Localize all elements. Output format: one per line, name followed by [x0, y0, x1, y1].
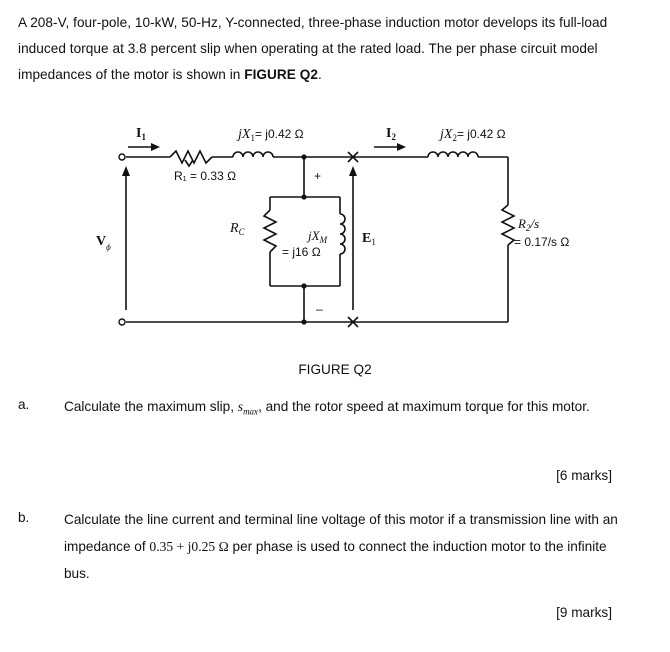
impedance-value: 0.35 + j0.25 Ω — [149, 539, 229, 554]
rc-resistor — [264, 210, 276, 252]
minus-sign: – — [316, 302, 323, 316]
x1-inductor — [233, 152, 273, 157]
s-max-symbol: $s_{max}$ — [237, 399, 259, 417]
r2-label: R2/s — [518, 216, 540, 233]
junction-bottom — [301, 319, 306, 324]
question-a-label: a. — [18, 397, 30, 412]
r2-value: = 0.17/s Ω — [514, 235, 570, 249]
x2-inductor — [428, 152, 478, 157]
rc-label: RC — [230, 221, 245, 237]
figure-reference: FIGURE Q2 — [244, 67, 318, 82]
xm-value: = j16 Ω — [282, 245, 321, 259]
terminal-bottom — [119, 319, 125, 325]
question-b-label: b. — [18, 510, 30, 525]
question-b-text: Calculate the line current and terminal line voltage of this motor if a transmission line with an impedance of 0.35 + j0.25 Ω per phase is used to connect the induction motor to the infinite bus. — [64, 512, 618, 581]
xm-inductor — [340, 214, 345, 254]
r2-resistor — [502, 205, 514, 245]
figure-caption: FIGURE Q2 — [298, 362, 372, 377]
question-a-text: Calculate the maximum slip, $s_{max}$, and the rotor speed at maximum torque for this motor. — [64, 399, 590, 417]
terminal-top — [119, 154, 125, 160]
junction-top — [301, 154, 306, 159]
i2-label: $I_2$ — [386, 126, 396, 142]
question-a-marks: [6 marks] — [556, 468, 612, 483]
intro-end: . — [317, 67, 322, 82]
vphi-label: $V_\phi$ — [96, 234, 111, 252]
question-b-marks: [9 marks] — [556, 605, 612, 620]
x1-label: jX1= j0.42 Ω — [238, 127, 304, 143]
xm-label: jXM — [308, 228, 328, 245]
e1-label: E1 — [362, 231, 376, 247]
plus-sign: + — [314, 169, 322, 183]
x2-label: jX2= j0.42 Ω — [440, 127, 506, 143]
r1-label: R₁ = 0.33 Ω — [174, 169, 237, 183]
intro-text: A 208-V, four-pole, 10-kW, 50-Hz, Y-connected, three-phase induction motor develops its full-load induced torque at 3.8 percent slip when operating at the rated load. The per phase circuit model impedances of the motor is shown in — [18, 15, 608, 82]
i1-label: $I_1$ — [136, 126, 146, 142]
r1-resistor — [170, 151, 212, 163]
